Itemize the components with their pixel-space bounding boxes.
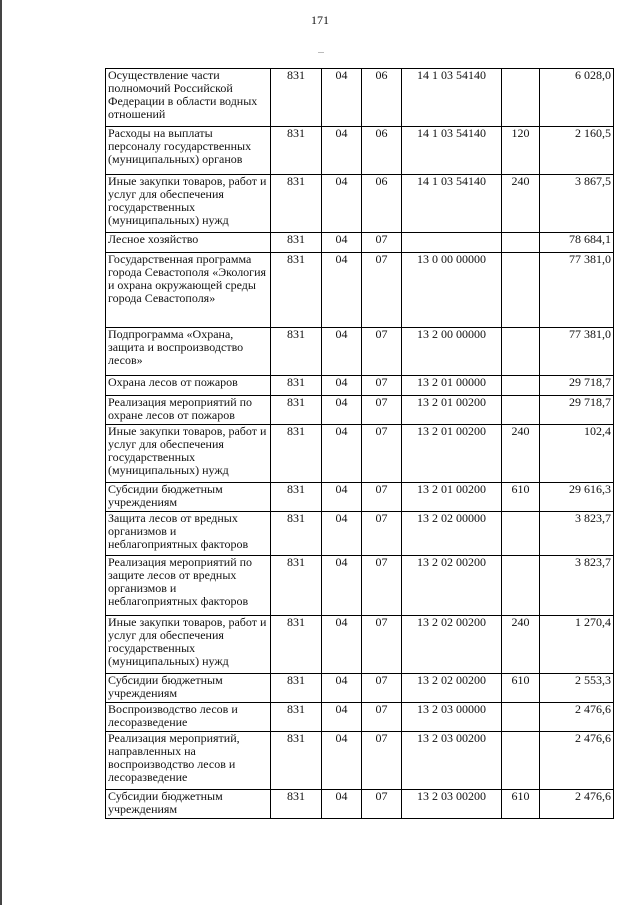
- budget-table: [105, 68, 614, 819]
- row-amount: 2 476,6: [540, 703, 614, 732]
- row-section-code: 04: [322, 175, 362, 233]
- row-ministry-code: 831: [271, 556, 322, 616]
- row-name: Иные закупки товаров, работ и услуг для обеспечения государственных (муниципальных) нужд: [106, 616, 271, 674]
- row-section-code: 04: [322, 376, 362, 396]
- row-subsection-code: 07: [362, 556, 402, 616]
- row-expense-type: 240: [502, 425, 540, 483]
- row-name: Подпрограмма «Охрана, защита и воспроизводство лесов»: [106, 328, 271, 376]
- scan-mark: [318, 52, 324, 53]
- row-section-code: 04: [322, 483, 362, 512]
- row-expense-type: [502, 703, 540, 732]
- row-target-code: 13 2 03 00000: [402, 703, 502, 732]
- row-ministry-code: 831: [271, 483, 322, 512]
- row-section-code: 04: [322, 556, 362, 616]
- row-expense-type: [502, 69, 540, 127]
- row-amount: 3 867,5: [540, 175, 614, 233]
- row-name: Иные закупки товаров, работ и услуг для обеспечения государственных (муниципальных) нужд: [106, 425, 271, 483]
- row-ministry-code: 831: [271, 512, 322, 556]
- row-name: Лесное хозяйство: [106, 233, 271, 253]
- row-subsection-code: 06: [362, 175, 402, 233]
- table-row: [106, 69, 614, 127]
- row-section-code: 04: [322, 253, 362, 328]
- table-row: [106, 233, 614, 253]
- row-subsection-code: 07: [362, 425, 402, 483]
- table-row: [106, 703, 614, 732]
- row-subsection-code: 07: [362, 396, 402, 425]
- row-section-code: 04: [322, 425, 362, 483]
- row-amount: 78 684,1: [540, 233, 614, 253]
- row-target-code: [402, 233, 502, 253]
- row-section-code: 04: [322, 732, 362, 790]
- row-subsection-code: 07: [362, 376, 402, 396]
- row-target-code: 13 2 00 00000: [402, 328, 502, 376]
- row-subsection-code: 07: [362, 732, 402, 790]
- row-section-code: 04: [322, 328, 362, 376]
- row-subsection-code: 07: [362, 328, 402, 376]
- row-amount: 77 381,0: [540, 253, 614, 328]
- table-row: [106, 790, 614, 819]
- table-row: [106, 396, 614, 425]
- row-name: Субсидии бюджетным учреждениям: [106, 674, 271, 703]
- row-ministry-code: 831: [271, 425, 322, 483]
- row-section-code: 04: [322, 512, 362, 556]
- row-amount: 1 270,4: [540, 616, 614, 674]
- row-ministry-code: 831: [271, 703, 322, 732]
- row-section-code: 04: [322, 790, 362, 819]
- page-number: 171: [311, 13, 329, 27]
- row-target-code: 13 2 02 00200: [402, 556, 502, 616]
- table-row: [106, 328, 614, 376]
- row-ministry-code: 831: [271, 127, 322, 175]
- row-amount: 6 028,0: [540, 69, 614, 127]
- table-row: [106, 175, 614, 233]
- row-section-code: 04: [322, 233, 362, 253]
- row-ministry-code: 831: [271, 233, 322, 253]
- row-target-code: 13 2 02 00200: [402, 616, 502, 674]
- row-section-code: 04: [322, 674, 362, 703]
- row-target-code: 13 2 02 00200: [402, 674, 502, 703]
- row-name: Субсидии бюджетным учреждениям: [106, 483, 271, 512]
- row-target-code: 13 2 01 00200: [402, 396, 502, 425]
- row-expense-type: 610: [502, 674, 540, 703]
- table-row: [106, 253, 614, 328]
- row-name: Реализация мероприятий по защите лесов от вредных организмов и неблагоприятных факторов: [106, 556, 271, 616]
- row-target-code: 13 2 01 00200: [402, 483, 502, 512]
- table-row: [106, 425, 614, 483]
- row-expense-type: 240: [502, 616, 540, 674]
- row-subsection-code: 07: [362, 674, 402, 703]
- row-subsection-code: 07: [362, 233, 402, 253]
- row-expense-type: 240: [502, 175, 540, 233]
- row-expense-type: [502, 732, 540, 790]
- row-expense-type: [502, 253, 540, 328]
- row-subsection-code: 07: [362, 253, 402, 328]
- row-expense-type: [502, 328, 540, 376]
- row-expense-type: [502, 233, 540, 253]
- table-row: [106, 127, 614, 175]
- row-target-code: 13 0 00 00000: [402, 253, 502, 328]
- row-expense-type: 610: [502, 790, 540, 819]
- row-amount: 2 476,6: [540, 790, 614, 819]
- row-section-code: 04: [322, 396, 362, 425]
- row-amount: 102,4: [540, 425, 614, 483]
- row-expense-type: [502, 396, 540, 425]
- row-expense-type: [502, 556, 540, 616]
- row-expense-type: [502, 376, 540, 396]
- row-name: Реализация мероприятий по охране лесов от пожаров: [106, 396, 271, 425]
- row-ministry-code: 831: [271, 376, 322, 396]
- row-section-code: 04: [322, 69, 362, 127]
- row-ministry-code: 831: [271, 674, 322, 703]
- row-name: Субсидии бюджетным учреждениям: [106, 790, 271, 819]
- row-amount: 3 823,7: [540, 512, 614, 556]
- budget-table-body: [106, 69, 614, 819]
- row-ministry-code: 831: [271, 328, 322, 376]
- scan-left-edge: [0, 0, 2, 905]
- row-target-code: 13 2 01 00200: [402, 425, 502, 483]
- table-row: [106, 376, 614, 396]
- table-row: [106, 483, 614, 512]
- row-ministry-code: 831: [271, 732, 322, 790]
- row-target-code: 14 1 03 54140: [402, 69, 502, 127]
- row-name: Расходы на выплаты персоналу государственных (муниципальных) органов: [106, 127, 271, 175]
- row-section-code: 04: [322, 703, 362, 732]
- row-target-code: 14 1 03 54140: [402, 175, 502, 233]
- row-subsection-code: 07: [362, 483, 402, 512]
- row-name: Защита лесов от вредных организмов и неблагоприятных факторов: [106, 512, 271, 556]
- row-expense-type: 120: [502, 127, 540, 175]
- row-name: Иные закупки товаров, работ и услуг для обеспечения государственных (муниципальных) нужд: [106, 175, 271, 233]
- table-row: [106, 556, 614, 616]
- row-amount: 2 553,3: [540, 674, 614, 703]
- row-ministry-code: 831: [271, 175, 322, 233]
- row-name: Воспроизводство лесов и лесоразведение: [106, 703, 271, 732]
- row-name: Реализация мероприятий, направленных на воспроизводство лесов и лесоразведение: [106, 732, 271, 790]
- table-row: [106, 674, 614, 703]
- row-subsection-code: 07: [362, 512, 402, 556]
- table-row: [106, 512, 614, 556]
- row-subsection-code: 07: [362, 703, 402, 732]
- row-ministry-code: 831: [271, 69, 322, 127]
- row-amount: 2 476,6: [540, 732, 614, 790]
- row-name: Охрана лесов от пожаров: [106, 376, 271, 396]
- row-target-code: 13 2 03 00200: [402, 732, 502, 790]
- row-target-code: 13 2 03 00200: [402, 790, 502, 819]
- table-row: [106, 616, 614, 674]
- row-section-code: 04: [322, 616, 362, 674]
- row-subsection-code: 06: [362, 69, 402, 127]
- row-amount: 77 381,0: [540, 328, 614, 376]
- row-amount: 3 823,7: [540, 556, 614, 616]
- row-subsection-code: 06: [362, 127, 402, 175]
- row-amount: 29 718,7: [540, 376, 614, 396]
- row-subsection-code: 07: [362, 790, 402, 819]
- row-ministry-code: 831: [271, 253, 322, 328]
- row-target-code: 13 2 02 00000: [402, 512, 502, 556]
- row-ministry-code: 831: [271, 616, 322, 674]
- row-target-code: 13 2 01 00000: [402, 376, 502, 396]
- row-ministry-code: 831: [271, 396, 322, 425]
- row-section-code: 04: [322, 127, 362, 175]
- row-ministry-code: 831: [271, 790, 322, 819]
- row-name: Государственная программа города Севастополя «Экология и охрана окружающей среды города Севастополя»: [106, 253, 271, 328]
- row-name: Осуществление части полномочий Российской Федерации в области водных отношений: [106, 69, 271, 127]
- row-amount: 29 718,7: [540, 396, 614, 425]
- table-row: [106, 732, 614, 790]
- row-amount: 29 616,3: [540, 483, 614, 512]
- row-subsection-code: 07: [362, 616, 402, 674]
- row-amount: 2 160,5: [540, 127, 614, 175]
- row-expense-type: 610: [502, 483, 540, 512]
- row-target-code: 14 1 03 54140: [402, 127, 502, 175]
- row-expense-type: [502, 512, 540, 556]
